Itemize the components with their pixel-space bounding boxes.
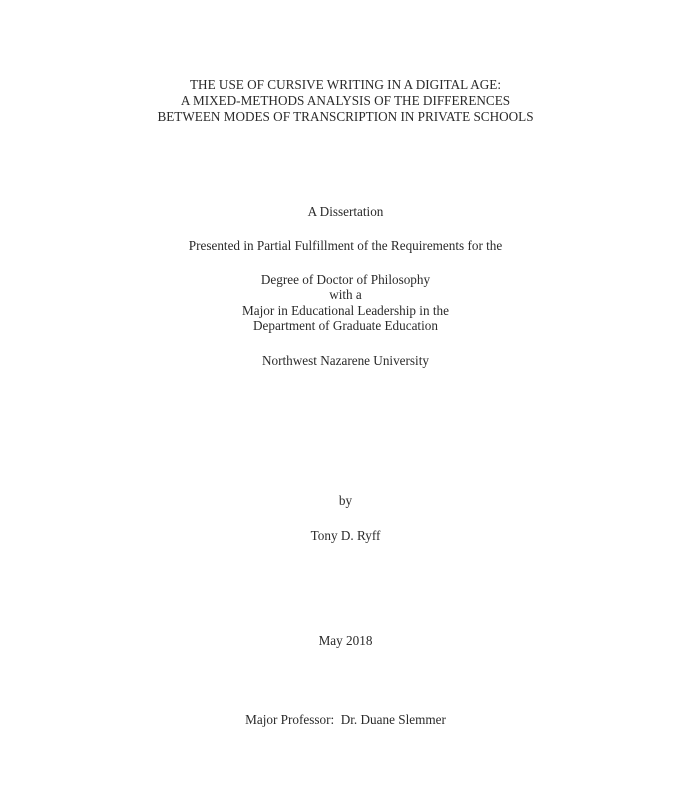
by-label: by: [338, 493, 353, 508]
presented-statement: Presented in Partial Fulfillment of the Requirements for the: [188, 238, 503, 253]
title-line-1: THE USE OF CURSIVE WRITING IN A DIGITAL AGE:: [189, 77, 502, 92]
degree-line-3: Major in Educational Leadership in the: [242, 303, 449, 318]
title-line-2: A MIXED-METHODS ANALYSIS OF THE DIFFERENCES: [180, 93, 511, 108]
author: Tony D. Ryff: [310, 528, 381, 543]
university: Northwest Nazarene University: [262, 353, 429, 368]
degree-line-1: Degree of Doctor of Philosophy: [260, 272, 431, 287]
document-type: A Dissertation: [307, 204, 384, 219]
major-professor: Major Professor: Dr. Duane Slemmer: [245, 712, 446, 727]
degree-line-2: with a: [329, 287, 362, 302]
title-line-3: BETWEEN MODES OF TRANSCRIPTION IN PRIVATE SCHOOLS: [157, 109, 534, 124]
date: May 2018: [318, 633, 373, 648]
degree-line-4: Department of Graduate Education: [253, 318, 438, 333]
